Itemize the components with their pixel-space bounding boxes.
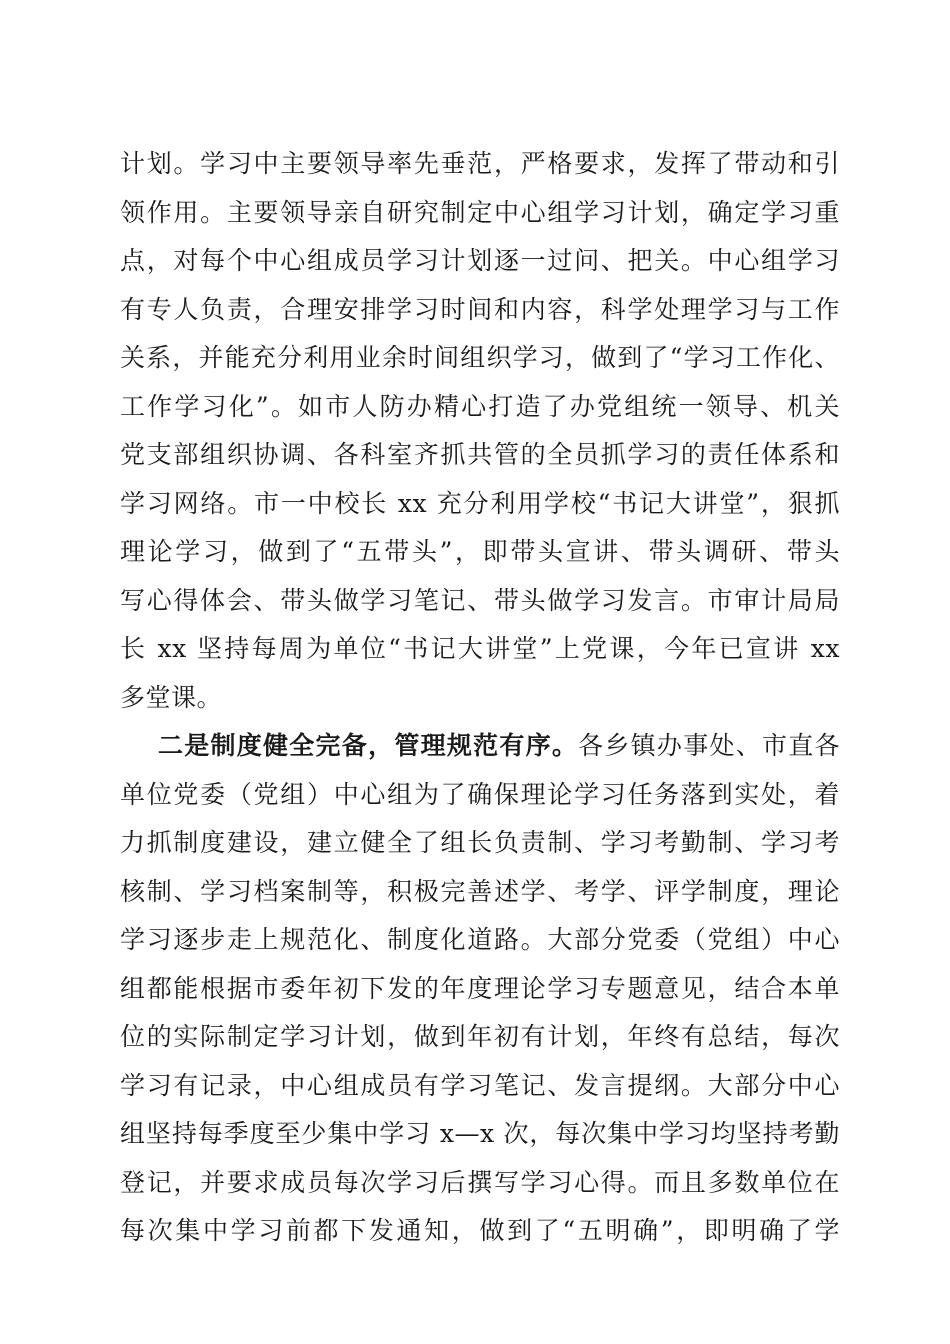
- paragraph-line: 理论学习，做到了“五带头”，即带头宣讲、带头调研、带头: [120, 537, 840, 566]
- paragraph-2: [120, 722, 840, 1256]
- paragraph-line: 力抓制度建设，建立健全了组长负责制、学习考勤制、学习考: [120, 828, 840, 857]
- paragraph-line: 学习逐步走上规范化、制度化道路。大部分党委（党组）中心: [120, 925, 840, 954]
- paragraph-line: 组都能根据市委年初下发的年度理论学习专题意见，结合本单: [120, 973, 840, 1003]
- paragraph-line: 每次集中学习前都下发通知，做到了“五明确”，即明确了学: [120, 1216, 840, 1245]
- paragraph-line: 写心得体会、带头做学习笔记、带头做学习发言。市审计局局: [120, 585, 840, 615]
- paragraph-line: 关系，并能充分利用业余时间组织学习，做到了“学习工作化、: [120, 343, 840, 372]
- paragraph-first-line-text: 各乡镇办事处、市直各: [578, 731, 840, 760]
- paragraph-line: 组坚持每季度至少集中学习 x—x 次，每次集中学习均坚持考勤: [120, 1119, 840, 1148]
- paragraph-line: 计划。学习中主要领导率先垂范，严格要求，发挥了带动和引: [120, 149, 840, 178]
- paragraph-first-line: [120, 722, 840, 771]
- paragraph-line: 多堂课。: [120, 682, 223, 712]
- paragraph-line: 有专人负责，合理安排学习时间和内容，科学处理学习与工作: [120, 294, 840, 324]
- document-body: [120, 140, 840, 1256]
- paragraph-line: 领作用。主要领导亲自研究制定中心组学习计划，确定学习重: [120, 197, 840, 227]
- paragraph-line: 点，对每个中心组成员学习计划逐一过问、把关。中心组学习: [120, 246, 840, 275]
- paragraph-line: 单位党委（党组）中心组为了确保理论学习任务落到实处，着: [120, 779, 840, 809]
- paragraph-line: 核制、学习档案制等，积极完善述学、考学、评学制度，理论: [120, 876, 840, 906]
- paragraph-line: 长 xx 坚持每周为单位“书记大讲堂”上党课，今年已宣讲 xx: [120, 634, 840, 663]
- paragraph-line: 位的实际制定学习计划，做到年初有计划，年终有总结，每次: [120, 1022, 840, 1051]
- paragraph-line: 工作学习化”。如市人防办精心打造了办党组统一领导、机关: [120, 391, 840, 421]
- paragraph-heading: 二是制度健全完备，管理规范有序。: [158, 731, 579, 760]
- paragraph-line: 学习有记录，中心组成员有学习笔记、发言提纲。大部分中心: [120, 1070, 840, 1100]
- paragraph-line: 党支部组织协调、各科室齐抓共管的全员抓学习的责任体系和: [120, 440, 840, 469]
- paragraph-line: 学习网络。市一中校长 xx 充分利用学校“书记大讲堂”，狠抓: [120, 488, 840, 518]
- paragraph-1: [120, 140, 840, 722]
- paragraph-line: 登记，并要求成员每次学习后撰写学习心得。而且多数单位在: [120, 1167, 840, 1197]
